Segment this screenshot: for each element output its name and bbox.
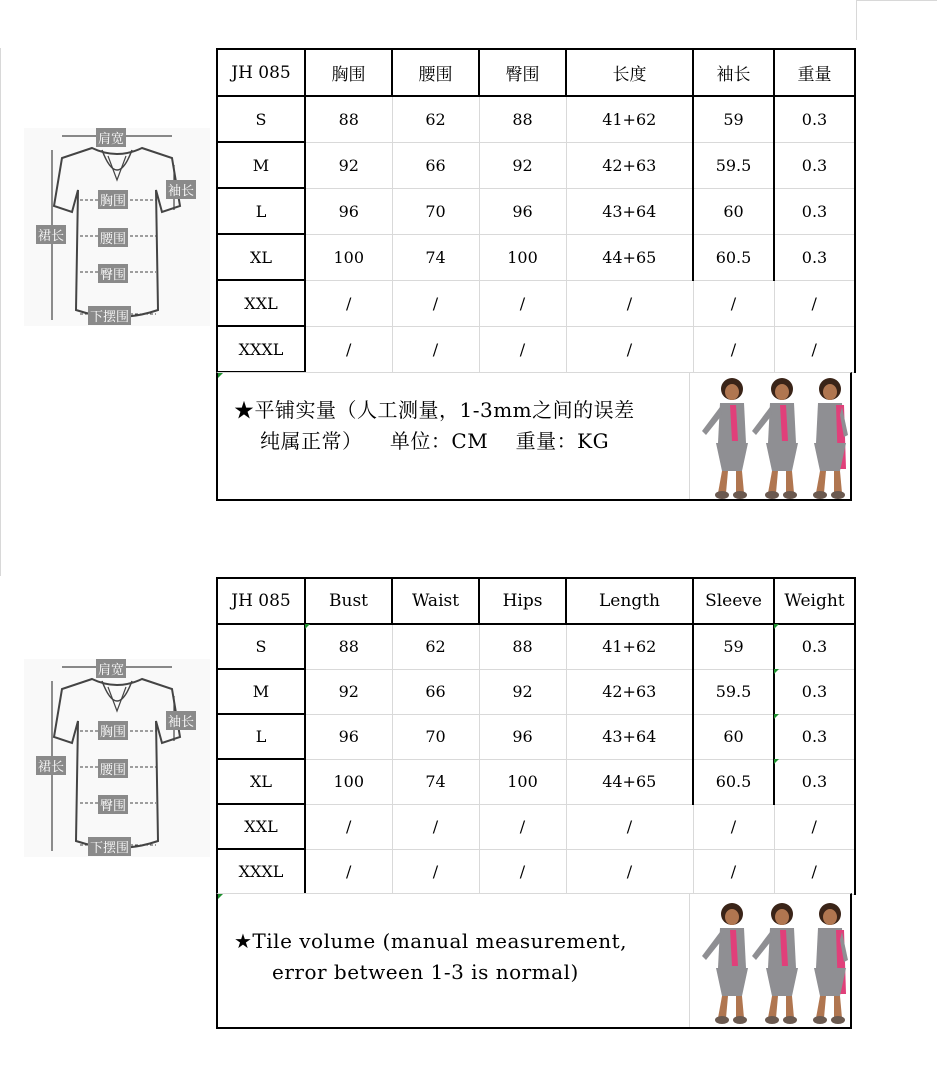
size-label: M: [217, 142, 305, 188]
table-row: [217, 326, 855, 372]
cell-bust: /: [305, 326, 392, 372]
diagram-label-waist: 腰围: [98, 759, 128, 778]
diagram-label-sleeve: 袖长: [166, 180, 196, 199]
cell-sleeve: /: [693, 849, 774, 894]
note-line-1: ★Tile volume (manual measurement,: [234, 929, 628, 953]
cell-hips: 96: [479, 714, 566, 759]
size-label: S: [217, 624, 305, 669]
header-length: Length: [566, 578, 693, 624]
cell-sleeve: /: [693, 326, 774, 372]
size-label: L: [217, 188, 305, 234]
model-figure: [752, 378, 798, 499]
table-row: [217, 96, 855, 142]
corner-marker: [774, 624, 779, 629]
measurement-note: [216, 372, 852, 501]
cell-length: 44+65: [566, 759, 693, 804]
cell-waist: /: [392, 280, 479, 326]
cell-waist: 66: [392, 669, 479, 714]
cell-bust: 100: [305, 759, 392, 804]
diagram-label-hips: 臀围: [98, 795, 128, 814]
note-text: [234, 926, 704, 988]
table-row: [217, 234, 855, 280]
garment-diagram: [22, 120, 212, 330]
cell-hips: /: [479, 849, 566, 894]
cell-sleeve: /: [693, 280, 774, 326]
cell-sleeve: 60: [693, 714, 774, 759]
cell-weight: /: [774, 804, 855, 849]
size-label: XXXL: [217, 849, 305, 894]
cell-weight: /: [774, 849, 855, 894]
cell-length: 42+63: [566, 142, 693, 188]
model-photo: [689, 373, 850, 499]
table-row: [217, 804, 855, 849]
cell-length: 43+64: [566, 714, 693, 759]
cell-hips: 92: [479, 142, 566, 188]
table-row: [217, 759, 855, 804]
header-weight: Weight: [774, 578, 855, 624]
cell-sleeve: 59: [693, 624, 774, 669]
cell-weight: 0.3: [774, 759, 855, 804]
cell-waist: 70: [392, 714, 479, 759]
cell-waist: /: [392, 849, 479, 894]
header-bust: Bust: [305, 578, 392, 624]
cell-sleeve: 60.5: [693, 759, 774, 804]
cell-waist: 62: [392, 96, 479, 142]
cell-bust: 92: [305, 669, 392, 714]
model-figure: [813, 378, 848, 499]
cell-waist: /: [392, 326, 479, 372]
cell-weight: 0.3: [774, 188, 855, 234]
size-table: [216, 48, 856, 373]
cell-hips: 92: [479, 669, 566, 714]
garment-diagram: [22, 651, 212, 861]
table-row: [217, 624, 855, 669]
header-length: 长度: [566, 49, 693, 96]
cell-hips: /: [479, 804, 566, 849]
cell-hips: 96: [479, 188, 566, 234]
model-figure: [702, 903, 748, 1024]
diagram-label-length: 裙长: [36, 225, 66, 244]
header-weight: 重量: [774, 49, 855, 96]
table-row: [217, 280, 855, 326]
size-chart-english: [0, 528, 937, 1068]
cell-hips: /: [479, 280, 566, 326]
cell-waist: 62: [392, 624, 479, 669]
cell-waist: 66: [392, 142, 479, 188]
style-code: JH 085: [217, 49, 305, 96]
cell-weight: 0.3: [774, 142, 855, 188]
diagram-label-sleeve: 袖长: [166, 711, 196, 730]
cell-bust: 100: [305, 234, 392, 280]
diagram-label-hips: 臀围: [98, 264, 128, 283]
model-figure: [813, 903, 848, 1024]
cell-length: /: [566, 849, 693, 894]
header-waist: Waist: [392, 578, 479, 624]
size-label: XXL: [217, 280, 305, 326]
model-figure: [702, 378, 748, 499]
cell-sleeve: /: [693, 804, 774, 849]
table-header-row: [217, 578, 855, 624]
model-figure: [752, 903, 798, 1024]
cell-length: 43+64: [566, 188, 693, 234]
cell-waist: 74: [392, 759, 479, 804]
cell-bust: 96: [305, 714, 392, 759]
diagram-label-waist: 腰围: [98, 228, 128, 247]
cell-bust: 88: [305, 96, 392, 142]
table-row: [217, 849, 855, 894]
cell-length: /: [566, 280, 693, 326]
diagram-label-bust: 胸围: [98, 721, 128, 740]
cell-weight: 0.3: [774, 669, 855, 714]
diagram-label-length: 裙长: [36, 756, 66, 775]
cell-sleeve: 59.5: [693, 142, 774, 188]
diagram-label-hem: 下摆围: [88, 306, 131, 325]
cell-waist: 70: [392, 188, 479, 234]
corner-marker: [774, 714, 779, 719]
diagram-label-shoulder: 肩宽: [96, 128, 126, 147]
cell-bust: 96: [305, 188, 392, 234]
cell-bust: /: [305, 849, 392, 894]
header-hips: 臀围: [479, 49, 566, 96]
cell-length: 41+62: [566, 624, 693, 669]
cell-weight: 0.3: [774, 714, 855, 759]
cell-waist: /: [392, 804, 479, 849]
cell-weight: 0.3: [774, 624, 855, 669]
cell-bust: /: [305, 280, 392, 326]
cell-hips: /: [479, 326, 566, 372]
size-label: XXXL: [217, 326, 305, 372]
cell-weight: 0.3: [774, 234, 855, 280]
size-label: XL: [217, 759, 305, 804]
cell-bust: /: [305, 804, 392, 849]
table-row: [217, 188, 855, 234]
size-label: L: [217, 714, 305, 759]
cell-bust: 88: [305, 624, 392, 669]
diagram-label-shoulder: 肩宽: [96, 659, 126, 678]
table-row: [217, 714, 855, 759]
size-label: XXL: [217, 804, 305, 849]
cell-weight: 0.3: [774, 96, 855, 142]
cell-waist: 74: [392, 234, 479, 280]
cell-length: 44+65: [566, 234, 693, 280]
cell-hips: 100: [479, 234, 566, 280]
size-chart-chinese: [0, 0, 937, 540]
size-label: XL: [217, 234, 305, 280]
table-row: [217, 142, 855, 188]
cell-hips: 88: [479, 624, 566, 669]
note-line-1: ★平铺实量（人工测量，1-3mm之间的误差: [234, 398, 635, 422]
diagram-label-bust: 胸围: [98, 190, 128, 209]
cell-sleeve: 60: [693, 188, 774, 234]
note-line-2: error between 1-3 is normal): [272, 960, 579, 984]
cell-length: 41+62: [566, 96, 693, 142]
corner-marker: [774, 759, 779, 764]
note-text: [234, 395, 696, 457]
header-sleeve: 袖长: [693, 49, 774, 96]
note-line-2: 纯属正常） 单位：CM 重量：KG: [260, 429, 610, 453]
cell-length: /: [566, 804, 693, 849]
cell-hips: 88: [479, 96, 566, 142]
size-table: [216, 577, 856, 895]
cell-weight: /: [774, 326, 855, 372]
cell-hips: 100: [479, 759, 566, 804]
cell-weight: /: [774, 280, 855, 326]
measurement-note: [216, 893, 852, 1029]
corner-marker: [305, 624, 310, 629]
corner-marker: [774, 669, 779, 674]
cell-sleeve: 59: [693, 96, 774, 142]
cell-length: /: [566, 326, 693, 372]
style-code: JH 085: [217, 578, 305, 624]
size-label: S: [217, 96, 305, 142]
corner-marker: [218, 894, 223, 899]
diagram-label-hem: 下摆围: [88, 837, 131, 856]
header-bust: 胸围: [305, 49, 392, 96]
header-sleeve: Sleeve: [693, 578, 774, 624]
header-waist: 腰围: [392, 49, 479, 96]
cell-sleeve: 59.5: [693, 669, 774, 714]
table-header-row: [217, 49, 855, 96]
cell-bust: 92: [305, 142, 392, 188]
corner-marker: [218, 373, 223, 378]
table-row: [217, 669, 855, 714]
cell-sleeve: 60.5: [693, 234, 774, 280]
size-label: M: [217, 669, 305, 714]
header-hips: Hips: [479, 578, 566, 624]
model-photo: [689, 894, 850, 1027]
cell-length: 42+63: [566, 669, 693, 714]
